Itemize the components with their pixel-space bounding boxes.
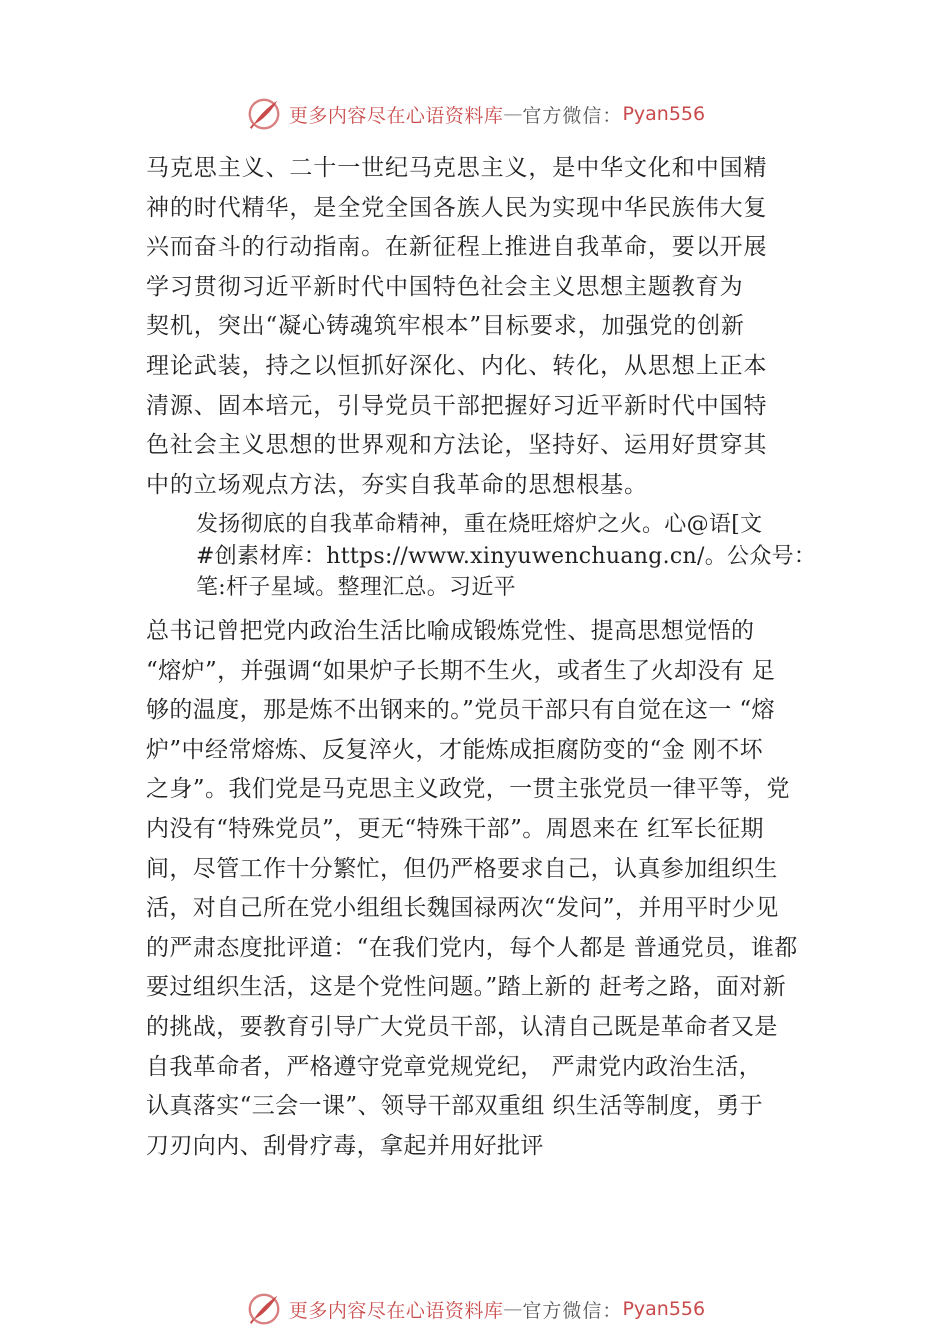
banner-sub-text: 官方微信：	[522, 1299, 623, 1322]
text-line: 之身”。我们党是马克思主义政党，一贯主张党员一律平等，党	[146, 776, 790, 803]
text-line: 总书记曾把党内政治生活比喻成锻炼党性、提高思想觉悟的	[146, 618, 755, 644]
text-line: 学习贯彻习近平新时代中国特色社会主义思想主题教育为	[146, 273, 744, 300]
text-line: 认真落实“三会一课”、领导干部双重组 织生活等制度，勇于	[146, 1093, 764, 1120]
text-line: 刀刃向内、刮骨疗毒，拿起并用好批评	[146, 1132, 544, 1159]
text-line: 理论武装，持之以恒抓好深化、内化、转化，从思想上正本	[146, 352, 768, 379]
text-line: 笔:杆子星域。整理汇总。习近平	[196, 575, 516, 600]
banner-sub-text: 官方微信：	[522, 104, 623, 127]
text-line: 契机，突出“凝心铸魂筑牢根本”目标要求，加强党的创新	[146, 313, 745, 340]
banner-main-text: 更多内容尽在心语资料库	[288, 104, 504, 127]
paragraph-1	[146, 149, 767, 505]
text-line: 的挑战，要教育引导广大党员干部，认清自己既是革命者又是	[146, 1013, 778, 1040]
text-line: 兴而奋斗的行动指南。在新征程上推进自我革命，要以开展	[146, 234, 768, 261]
text-line: 间，尽管工作十分繁忙，但仍严格要求自己，认真参加组织生	[146, 855, 778, 882]
text-line: 发扬彻底的自我革命精神，重在烧旺熔炉之火。心@语[文	[196, 512, 763, 537]
text-line: “熔炉”，并强调“如果炉子长期不生火，或者生了火却没有 足	[146, 657, 776, 684]
text-line: 色社会主义思想的世界观和方法论，坚持好、运用好贯穿其	[146, 432, 768, 459]
paragraph-3	[146, 612, 798, 1166]
text-line: 内没有“特殊党员”，更无“特殊干部”。周恩来在 红军长征期	[146, 815, 764, 842]
banner-handle: Pyan556	[622, 1298, 706, 1320]
banner-dash: —	[503, 103, 523, 125]
text-line: 中的立场观点方法，夯实自我革命的思想根基。	[146, 471, 648, 498]
text-line: 的严肃态度批评道：“在我们党内，每个人都是 普通党员，谁都	[146, 934, 798, 961]
banner-dash: —	[503, 1298, 523, 1320]
banner-main-text: 更多内容尽在心语资料库	[288, 1299, 504, 1322]
quill-pen-icon	[245, 95, 283, 133]
text-line: 要过组织生活，这是个党性问题。”踏上新的 赶考之路，面对新	[146, 974, 787, 1001]
text-line: 活，对自己所在党小组组长魏国禄两次“发问”，并用平时少见	[146, 895, 779, 922]
paragraph-2	[196, 509, 816, 604]
text-line: 清源、固本培元，引导党员干部把握好习近平新时代中国特	[146, 392, 768, 419]
footer-banner	[0, 1290, 950, 1328]
banner-handle: Pyan556	[622, 103, 706, 125]
text-line: 神的时代精华，是全党全国各族人民为实现中华民族伟大复	[146, 194, 768, 221]
header-banner	[0, 95, 950, 133]
text-line: 自我革命者，严格遵守党章党规党纪， 严肃党内政治生活，	[146, 1053, 763, 1080]
text-line: 炉”中经常熔炼、反复淬火，才能炼成拒腐防变的“金 刚不坏	[146, 736, 764, 763]
text-line: 够的温度，那是炼不出钢来的。”党员干部只有自觉在这一 “熔	[146, 697, 775, 724]
quill-pen-icon	[245, 1290, 283, 1328]
text-line: #创素材库：https://www.xinyuwenchuang.cn/。公众号：	[196, 543, 817, 569]
text-line: 马克思主义、二十一世纪马克思主义，是中华文化和中国精	[146, 155, 768, 181]
